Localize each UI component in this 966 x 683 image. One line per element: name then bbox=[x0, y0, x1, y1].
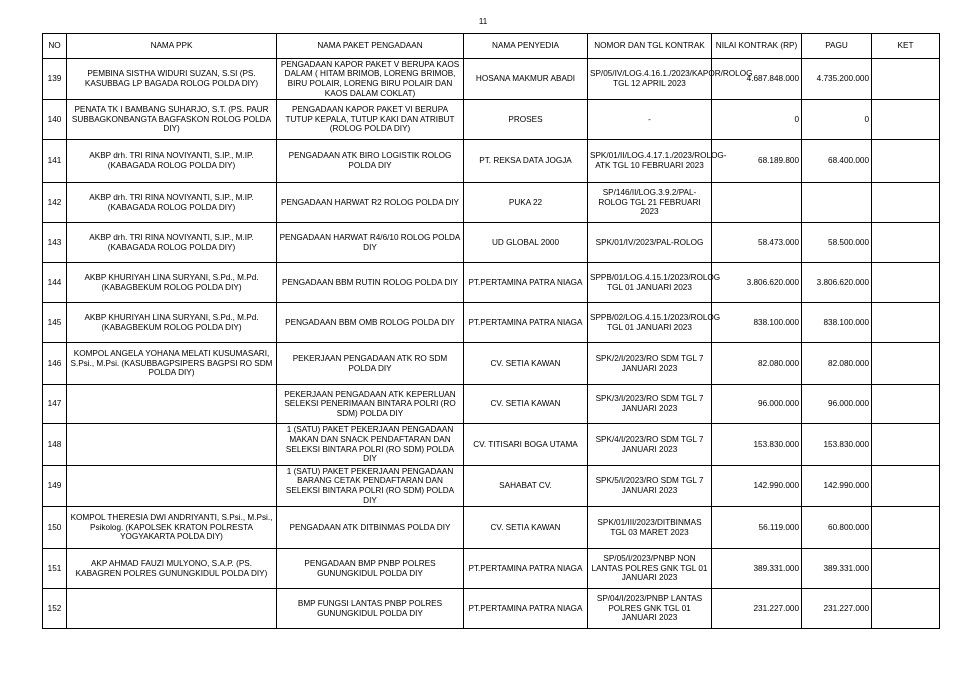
cell-ket bbox=[872, 343, 940, 385]
cell-nomor: SP/146/II/LOG.3.9.2/PAL-ROLOG TGL 21 FEBRUARI 2023 bbox=[588, 183, 712, 223]
cell-nomor: SPK/01/III/2023/DITBINMAS TGL 03 MARET 2023 bbox=[588, 507, 712, 549]
cell-penyedia: CV. TITISARI BOGA UTAMA bbox=[464, 424, 588, 466]
table-row bbox=[43, 223, 940, 263]
cell-paket: PENGADAAN BBM RUTIN ROLOG POLDA DIY bbox=[277, 263, 464, 303]
cell-ppk bbox=[67, 466, 277, 507]
cell-paket: PENGADAAN BBM OMB ROLOG POLDA DIY bbox=[277, 303, 464, 343]
cell-ppk bbox=[67, 424, 277, 466]
cell-nilai: 0 bbox=[712, 100, 802, 140]
cell-nilai: 4.687.848.000 bbox=[712, 59, 802, 100]
cell-ket bbox=[872, 100, 940, 140]
table-row bbox=[43, 549, 940, 589]
cell-pagu: 838.100.000 bbox=[802, 303, 872, 343]
table-row bbox=[43, 507, 940, 549]
cell-penyedia: HOSANA MAKMUR ABADI bbox=[464, 59, 588, 100]
cell-pagu: 0 bbox=[802, 100, 872, 140]
cell-paket: BMP FUNGSI LANTAS PNBP POLRES GUNUNGKIDUL POLDA DIY bbox=[277, 589, 464, 629]
cell-penyedia: CV. SETIA KAWAN bbox=[464, 385, 588, 424]
cell-no: 152 bbox=[43, 589, 67, 629]
cell-nilai: 142.990.000 bbox=[712, 466, 802, 507]
cell-no: 148 bbox=[43, 424, 67, 466]
table-row bbox=[43, 263, 940, 303]
header-nilai: NILAI KONTRAK (RP) bbox=[712, 34, 802, 59]
cell-ppk bbox=[67, 385, 277, 424]
cell-ket bbox=[872, 466, 940, 507]
header-row bbox=[43, 34, 940, 59]
table-row bbox=[43, 183, 940, 223]
header-pagu: PAGU bbox=[802, 34, 872, 59]
cell-nilai: 56.119.000 bbox=[712, 507, 802, 549]
cell-penyedia: SAHABAT CV. bbox=[464, 466, 588, 507]
cell-no: 151 bbox=[43, 549, 67, 589]
table-row bbox=[43, 59, 940, 100]
cell-ket bbox=[872, 549, 940, 589]
cell-no: 143 bbox=[43, 223, 67, 263]
cell-ket bbox=[872, 263, 940, 303]
cell-paket: PENGADAAN KAPOR PAKET V BERUPA KAOS DALAM ( HITAM BRIMOB, LORENG BRIMOB, BIRU POLAIR, LORENG BIRU POLAIR DAN KAOS DALAM COKLAT) bbox=[277, 59, 464, 100]
cell-nomor: SPK/01/II/LOG.4.17.1./2023/ROLOG-ATK TGL 10 FEBRUARI 2023 bbox=[588, 140, 712, 183]
cell-ppk: AKBP drh. TRI RINA NOVIYANTI, S.IP., M.IP. (KABAGADA ROLOG POLDA DIY) bbox=[67, 183, 277, 223]
header-paket: NAMA PAKET PENGADAAN bbox=[277, 34, 464, 59]
cell-penyedia: PT.PERTAMINA PATRA NIAGA bbox=[464, 303, 588, 343]
cell-no: 140 bbox=[43, 100, 67, 140]
cell-nomor: SP/05/I/2023/PNBP NON LANTAS POLRES GNK TGL 01 JANUARI 2023 bbox=[588, 549, 712, 589]
cell-pagu: 153.830.000 bbox=[802, 424, 872, 466]
cell-no: 144 bbox=[43, 263, 67, 303]
cell-pagu: 68.400.000 bbox=[802, 140, 872, 183]
cell-nomor: SPK/5/I/2023/RO SDM TGL 7 JANUARI 2023 bbox=[588, 466, 712, 507]
page-number: 11 bbox=[478, 17, 488, 26]
cell-no: 142 bbox=[43, 183, 67, 223]
cell-nomor: SPPB/02/LOG.4.15.1/2023/ROLOG TGL 01 JANUARI 2023 bbox=[588, 303, 712, 343]
cell-nomor: SPK/4/I/2023/RO SDM TGL 7 JANUARI 2023 bbox=[588, 424, 712, 466]
header-ppk: NAMA PPK bbox=[67, 34, 277, 59]
cell-pagu: 142.990.000 bbox=[802, 466, 872, 507]
cell-nomor: - bbox=[588, 100, 712, 140]
cell-ket bbox=[872, 589, 940, 629]
cell-penyedia: PT. REKSA DATA JOGJA bbox=[464, 140, 588, 183]
cell-penyedia: PROSES bbox=[464, 100, 588, 140]
cell-ppk: AKP AHMAD FAUZI MULYONO, S.A.P. (PS. KABAGREN POLRES GUNUNGKIDUL POLDA DIY) bbox=[67, 549, 277, 589]
cell-no: 141 bbox=[43, 140, 67, 183]
cell-ppk: AKBP drh. TRI RINA NOVIYANTI, S.IP., M.IP. (KABAGADA ROLOG POLDA DIY) bbox=[67, 140, 277, 183]
cell-ppk: PENATA TK I BAMBANG SUHARJO, S.T. (PS. PAUR SUBBAGKONBANGTA BAGFASKON ROLOG POLDA DIY) bbox=[67, 100, 277, 140]
table-row bbox=[43, 140, 940, 183]
cell-pagu: 96.000.000 bbox=[802, 385, 872, 424]
cell-ket bbox=[872, 507, 940, 549]
cell-paket: PENGADAAN ATK BIRO LOGISTIK ROLOG POLDA DIY bbox=[277, 140, 464, 183]
table-row bbox=[43, 303, 940, 343]
cell-paket: PEKERJAAN PENGADAAN ATK RO SDM POLDA DIY bbox=[277, 343, 464, 385]
cell-paket: PENGADAAN HARWAT R4/6/10 ROLOG POLDA DIY bbox=[277, 223, 464, 263]
cell-nilai: 68.189.800 bbox=[712, 140, 802, 183]
cell-ket bbox=[872, 223, 940, 263]
cell-ppk: AKBP KHURIYAH LINA SURYANI, S.Pd., M.Pd. (KABAGBEKUM ROLOG POLDA DIY) bbox=[67, 263, 277, 303]
cell-pagu: 58.500.000 bbox=[802, 223, 872, 263]
header-penyedia: NAMA PENYEDIA bbox=[464, 34, 588, 59]
cell-ket bbox=[872, 183, 940, 223]
cell-penyedia: CV. SETIA KAWAN bbox=[464, 343, 588, 385]
table-row bbox=[43, 100, 940, 140]
cell-penyedia: PT.PERTAMINA PATRA NIAGA bbox=[464, 549, 588, 589]
cell-ppk bbox=[67, 589, 277, 629]
cell-penyedia: PT.PERTAMINA PATRA NIAGA bbox=[464, 589, 588, 629]
cell-nilai: 96.000.000 bbox=[712, 385, 802, 424]
cell-ppk: PEMBINA SISTHA WIDURI SUZAN, S.SI (PS. KASUBBAG LP BAGADA ROLOG POLDA DIY) bbox=[67, 59, 277, 100]
cell-penyedia: PUKA 22 bbox=[464, 183, 588, 223]
cell-nilai: 82.080.000 bbox=[712, 343, 802, 385]
cell-paket: PENGADAAN BMP PNBP POLRES GUNUNGKIDUL POLDA DIY bbox=[277, 549, 464, 589]
cell-nomor: SPK/3/I/2023/RO SDM TGL 7 JANUARI 2023 bbox=[588, 385, 712, 424]
table-row bbox=[43, 589, 940, 629]
cell-ppk: KOMPOL ANGELA YOHANA MELATI KUSUMASARI, S.Psi., M.Psi. (KASUBBAGPSIPERS BAGPSI RO SDM POLDA DIY) bbox=[67, 343, 277, 385]
cell-penyedia: PT.PERTAMINA PATRA NIAGA bbox=[464, 263, 588, 303]
cell-penyedia: CV. SETIA KAWAN bbox=[464, 507, 588, 549]
cell-pagu: 60.800.000 bbox=[802, 507, 872, 549]
header-no: NO bbox=[43, 34, 67, 59]
cell-no: 139 bbox=[43, 59, 67, 100]
cell-nilai: 231.227.000 bbox=[712, 589, 802, 629]
cell-ppk: AKBP KHURIYAH LINA SURYANI, S.Pd., M.Pd. (KABAGBEKUM ROLOG POLDA DIY) bbox=[67, 303, 277, 343]
cell-pagu: 389.331.000 bbox=[802, 549, 872, 589]
cell-paket: 1 (SATU) PAKET PEKERJAAN PENGADAAN BARANG CETAK PENDAFTARAN DAN SELEKSI BINTARA POLRI (RO SDM) POLDA DIY bbox=[277, 466, 464, 507]
cell-ket bbox=[872, 424, 940, 466]
cell-no: 146 bbox=[43, 343, 67, 385]
cell-nilai: 153.830.000 bbox=[712, 424, 802, 466]
cell-ket bbox=[872, 140, 940, 183]
cell-paket: 1 (SATU) PAKET PEKERJAAN PENGADAAN MAKAN DAN SNACK PENDAFTARAN DAN SELEKSI BINTARA POLRI (RO SDM) POLDA DIY bbox=[277, 424, 464, 466]
table-row bbox=[43, 343, 940, 385]
cell-penyedia: UD GLOBAL 2000 bbox=[464, 223, 588, 263]
header-ket: KET bbox=[872, 34, 940, 59]
cell-ket bbox=[872, 303, 940, 343]
cell-paket: PEKERJAAN PENGADAAN ATK KEPERLUAN SELEKSI PENERIMAAN BINTARA POLRI (RO SDM) POLDA DIY bbox=[277, 385, 464, 424]
procurement-table bbox=[42, 33, 940, 629]
cell-nomor: SP/05/IV/LOG.4.16.1./2023/KAPOR/ROLOG TGL 12 APRIL 2023 bbox=[588, 59, 712, 100]
cell-nilai: 58.473.000 bbox=[712, 223, 802, 263]
cell-paket: PENGADAAN HARWAT R2 ROLOG POLDA DIY bbox=[277, 183, 464, 223]
cell-ppk: AKBP drh. TRI RINA NOVIYANTI, S.IP., M.IP. (KABAGADA ROLOG POLDA DIY) bbox=[67, 223, 277, 263]
cell-nomor: SPPB/01/LOG.4.15.1/2023/ROLOG TGL 01 JANUARI 2023 bbox=[588, 263, 712, 303]
cell-nilai: 838.100.000 bbox=[712, 303, 802, 343]
table-row bbox=[43, 424, 940, 466]
cell-no: 150 bbox=[43, 507, 67, 549]
cell-pagu: 3.806.620.000 bbox=[802, 263, 872, 303]
cell-nomor: SPK/2/I/2023/RO SDM TGL 7 JANUARI 2023 bbox=[588, 343, 712, 385]
cell-no: 147 bbox=[43, 385, 67, 424]
cell-ket bbox=[872, 385, 940, 424]
cell-no: 149 bbox=[43, 466, 67, 507]
cell-ppk: KOMPOL THERESIA DWI ANDRIYANTI, S.Psi., M.Psi., Psikolog. (KAPOLSEK KRATON POLRESTA YOGYAKARTA POLDA DIY) bbox=[67, 507, 277, 549]
cell-pagu: 231.227.000 bbox=[802, 589, 872, 629]
table-row bbox=[43, 466, 940, 507]
cell-pagu: 82.080.000 bbox=[802, 343, 872, 385]
cell-nomor: SP/04/I/2023/PNBP LANTAS POLRES GNK TGL 01 JANUARI 2023 bbox=[588, 589, 712, 629]
cell-nomor: SPK/01/IV/2023/PAL-ROLOG bbox=[588, 223, 712, 263]
cell-no: 145 bbox=[43, 303, 67, 343]
table-row bbox=[43, 385, 940, 424]
cell-ket bbox=[872, 59, 940, 100]
cell-nilai: 3.806.620.000 bbox=[712, 263, 802, 303]
cell-nilai: 389.331.000 bbox=[712, 549, 802, 589]
cell-paket: PENGADAAN KAPOR PAKET VI BERUPA TUTUP KEPALA, TUTUP KAKI DAN ATRIBUT (ROLOG POLDA DIY) bbox=[277, 100, 464, 140]
cell-paket: PENGADAAN ATK DITBINMAS POLDA DIY bbox=[277, 507, 464, 549]
cell-nilai bbox=[712, 183, 802, 223]
header-nomor: NOMOR DAN TGL KONTRAK bbox=[588, 34, 712, 59]
cell-pagu: 4.735.200.000 bbox=[802, 59, 872, 100]
cell-pagu bbox=[802, 183, 872, 223]
